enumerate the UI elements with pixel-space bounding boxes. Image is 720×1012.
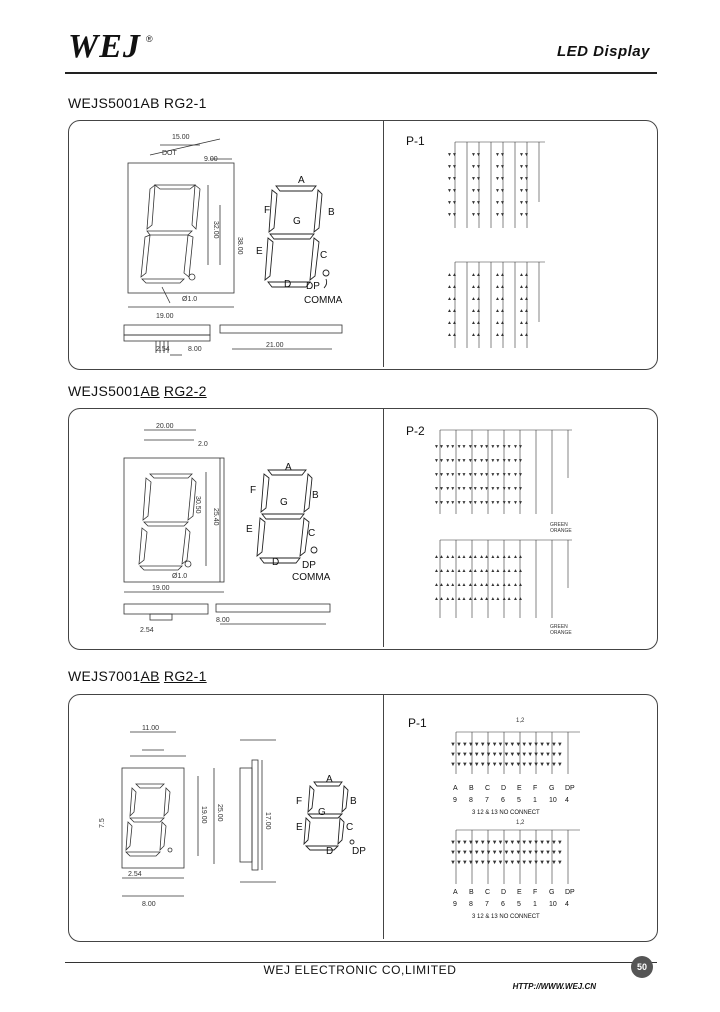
s2-dim-width: 20.00 bbox=[156, 423, 174, 430]
s3-dim-pitch: 8.00 bbox=[142, 901, 156, 908]
s2-seg-e: E bbox=[246, 524, 253, 535]
svg-text:▲▲: ▲▲ bbox=[495, 296, 505, 302]
svg-text:▼▼: ▼▼ bbox=[447, 152, 457, 158]
s3-row-b-pin-6: 10 bbox=[549, 901, 557, 908]
s3-row-b-seg-0: A bbox=[453, 889, 458, 896]
s3-dim-width: 11.00 bbox=[142, 725, 159, 732]
s2-color-orange-b: ORANGE bbox=[550, 630, 572, 636]
svg-text:▲▲ ▲▲ ▲▲ ▲▲ ▲▲ ▲▲ ▲▲ ▲▲: ▲▲ ▲▲ ▲▲ ▲▲ ▲▲ ▲▲ ▲▲ ▲▲ bbox=[434, 582, 523, 588]
svg-text:▼▼▼▼▼▼▼▼▼▼▼▼▼▼▼▼▼▼▼: ▼▼▼▼▼▼▼▼▼▼▼▼▼▼▼▼▼▼▼ bbox=[450, 742, 563, 748]
section-1-mid: AB bbox=[140, 95, 160, 111]
s3-dim-height: 25.00 bbox=[216, 804, 223, 822]
s1-seg-e: E bbox=[256, 246, 263, 257]
s2-circuit-schematic bbox=[432, 418, 612, 640]
s2-seg-a: A bbox=[285, 462, 292, 473]
svg-text:▼▼: ▼▼ bbox=[471, 164, 481, 170]
s2-color-green-a: GREEN bbox=[550, 522, 568, 528]
s1-seg-a: A bbox=[298, 175, 305, 186]
s3-seg-c: C bbox=[346, 822, 354, 833]
s1-dim-pin: Ø1.0 bbox=[182, 296, 198, 303]
svg-text:▲▲: ▲▲ bbox=[495, 284, 505, 290]
section-2-segment-diagram bbox=[240, 460, 340, 580]
s3-row-a-pin-6: 10 bbox=[549, 797, 557, 804]
s3-row-a-seg-2: C bbox=[485, 785, 491, 792]
s3-seg-d: D bbox=[326, 846, 334, 857]
s3-seg-e: E bbox=[296, 822, 303, 833]
svg-text:▼▼ ▼▼ ▼▼ ▼▼ ▼▼ ▼▼ ▼▼ ▼▼: ▼▼ ▼▼ ▼▼ ▼▼ ▼▼ ▼▼ ▼▼ ▼▼ bbox=[434, 486, 523, 492]
s1-comma-label: COMMA bbox=[304, 295, 343, 306]
page-title: LED Display bbox=[556, 43, 650, 60]
svg-text:▲▲: ▲▲ bbox=[495, 332, 505, 338]
svg-text:▲▲: ▲▲ bbox=[447, 272, 457, 278]
s3-row-a-pin-3: 6 bbox=[501, 797, 505, 804]
s2-dim-height: 25.40 bbox=[212, 508, 219, 526]
s1-pin-diagram-label: P-1 bbox=[406, 134, 425, 148]
section-2-mid: AB bbox=[140, 383, 160, 399]
svg-text:▼▼▼▼▼▼▼▼▼▼▼▼▼▼▼▼▼▼▼: ▼▼▼▼▼▼▼▼▼▼▼▼▼▼▼▼▼▼▼ bbox=[450, 840, 563, 846]
s3-row-a-seg-4: E bbox=[517, 785, 522, 792]
section-3-code: RG2-1 bbox=[163, 668, 207, 684]
s1-seg-f: F bbox=[264, 205, 271, 216]
s3-seg-a: A bbox=[326, 774, 333, 785]
s3-dim-side: 17.00 bbox=[264, 812, 271, 830]
s2-comma-label: COMMA bbox=[292, 572, 331, 583]
svg-text:▲▲: ▲▲ bbox=[495, 272, 505, 278]
s2-dim-2: 2.0 bbox=[198, 441, 208, 448]
s3-row-b-seg-1: B bbox=[469, 889, 474, 896]
svg-text:▲▲: ▲▲ bbox=[447, 332, 457, 338]
s3-note-b: 3 12 & 13 NO CONNECT bbox=[472, 914, 540, 920]
svg-text:▼▼: ▼▼ bbox=[495, 200, 505, 206]
svg-text:▲▲ ▲▲ ▲▲ ▲▲ ▲▲ ▲▲ ▲▲ ▲▲: ▲▲ ▲▲ ▲▲ ▲▲ ▲▲ ▲▲ ▲▲ ▲▲ bbox=[434, 596, 523, 602]
s3-seg-dp: DP bbox=[352, 846, 366, 857]
s2-seg-b: B bbox=[312, 490, 319, 501]
svg-text:▼▼: ▼▼ bbox=[495, 176, 505, 182]
s3-row-a-seg-5: F bbox=[533, 785, 538, 792]
s3-row-a-pin-1: 8 bbox=[469, 797, 473, 804]
s3-pin-diagram-label: P-1 bbox=[408, 716, 427, 730]
s2-seg-d: D bbox=[272, 557, 280, 568]
s1-circuit-schematic bbox=[445, 132, 585, 360]
s1-seg-dp: DP bbox=[306, 281, 320, 292]
svg-text:▲▲: ▲▲ bbox=[519, 296, 529, 302]
svg-text:▲▲: ▲▲ bbox=[447, 308, 457, 314]
section-2-title bbox=[68, 383, 207, 399]
s2-dim-pin: Ø1.0 bbox=[172, 573, 188, 580]
s3-row-a-pin-7: 4 bbox=[565, 797, 569, 804]
s1-dim-dot: DOT bbox=[162, 150, 177, 157]
s3-row-b-seg-6: G bbox=[549, 889, 555, 896]
svg-text:▼▼: ▼▼ bbox=[519, 212, 529, 218]
s2-seg-f: F bbox=[250, 485, 257, 496]
s3-dim-digit: 19.00 bbox=[200, 806, 207, 824]
s3-note-a: 3 12 & 13 NO CONNECT bbox=[472, 810, 540, 816]
svg-text:▼▼ ▼▼ ▼▼ ▼▼ ▼▼ ▼▼ ▼▼ ▼▼: ▼▼ ▼▼ ▼▼ ▼▼ ▼▼ ▼▼ ▼▼ ▼▼ bbox=[434, 444, 523, 450]
page-number-badge: 50 bbox=[631, 956, 653, 978]
section-2-code: RG2-2 bbox=[163, 383, 207, 399]
section-1-title bbox=[68, 95, 207, 111]
s2-dim-digit: 30.50 bbox=[194, 496, 201, 514]
svg-text:▼▼: ▼▼ bbox=[519, 176, 529, 182]
svg-text:▲▲: ▲▲ bbox=[471, 332, 481, 338]
s3-row-b-pin-2: 7 bbox=[485, 901, 489, 908]
svg-text:▼▼: ▼▼ bbox=[471, 200, 481, 206]
svg-text:▲▲: ▲▲ bbox=[447, 320, 457, 326]
svg-text:▲▲: ▲▲ bbox=[519, 332, 529, 338]
section-3-dimension-drawing bbox=[90, 716, 290, 914]
s3-dim-254: 2.54 bbox=[128, 871, 142, 878]
s2-color-green-b: GREEN bbox=[550, 624, 568, 630]
s3-dim-75: 7.5 bbox=[99, 818, 106, 828]
s3-row-a-seg-6: G bbox=[549, 785, 555, 792]
svg-text:▼▼▼▼▼▼▼▼▼▼▼▼▼▼▼▼▼▼▼: ▼▼▼▼▼▼▼▼▼▼▼▼▼▼▼▼▼▼▼ bbox=[450, 850, 563, 856]
s1-dim-254: 2.54 bbox=[156, 346, 170, 353]
section-3-mid: AB bbox=[140, 668, 160, 684]
s3-common-b: 1,2 bbox=[516, 820, 525, 826]
s3-row-a-seg-7: DP bbox=[565, 785, 575, 792]
svg-text:▼▼: ▼▼ bbox=[495, 164, 505, 170]
s3-row-b-seg-3: D bbox=[501, 889, 507, 896]
section-3-divider bbox=[383, 695, 384, 939]
svg-text:▼▼: ▼▼ bbox=[471, 152, 481, 158]
s1-seg-b: B bbox=[328, 207, 335, 218]
svg-text:▼▼ ▼▼ ▼▼ ▼▼ ▼▼ ▼▼ ▼▼ ▼▼: ▼▼ ▼▼ ▼▼ ▼▼ ▼▼ ▼▼ ▼▼ ▼▼ bbox=[434, 458, 523, 464]
svg-text:▼▼: ▼▼ bbox=[495, 188, 505, 194]
svg-text:▼▼: ▼▼ bbox=[471, 188, 481, 194]
s1-dim-width: 15.00 bbox=[172, 134, 190, 141]
svg-text:▼▼: ▼▼ bbox=[471, 212, 481, 218]
svg-text:▲▲: ▲▲ bbox=[471, 320, 481, 326]
section-1-model: WEJS5001 bbox=[68, 95, 141, 111]
svg-text:▼▼: ▼▼ bbox=[519, 152, 529, 158]
s1-dim-pitch: 19.00 bbox=[156, 313, 174, 320]
svg-text:▲▲: ▲▲ bbox=[495, 320, 505, 326]
s3-row-a-pin-5: 1 bbox=[533, 797, 537, 804]
s2-color-orange-a: ORANGE bbox=[550, 528, 572, 534]
svg-text:▼▼: ▼▼ bbox=[519, 200, 529, 206]
s3-common-a: 1,2 bbox=[516, 718, 525, 724]
svg-text:▼▼: ▼▼ bbox=[519, 188, 529, 194]
svg-text:▼▼▼▼▼▼▼▼▼▼▼▼▼▼▼▼▼▼▼: ▼▼▼▼▼▼▼▼▼▼▼▼▼▼▼▼▼▼▼ bbox=[450, 860, 563, 866]
svg-text:▼▼: ▼▼ bbox=[519, 164, 529, 170]
s2-seg-c: C bbox=[308, 528, 316, 539]
s1-seg-c: C bbox=[320, 250, 328, 261]
s3-row-a-pin-2: 7 bbox=[485, 797, 489, 804]
s3-row-b-seg-7: DP bbox=[565, 889, 575, 896]
s2-dim-pitch: 19.00 bbox=[152, 585, 170, 592]
company-logo: WEJ bbox=[68, 28, 141, 65]
s2-pin-diagram-label: P-2 bbox=[406, 424, 425, 438]
s3-row-a-seg-1: B bbox=[469, 785, 474, 792]
section-1-code: RG2-1 bbox=[163, 95, 207, 111]
s1-dim-side: 21.00 bbox=[266, 342, 284, 349]
svg-text:▲▲: ▲▲ bbox=[519, 272, 529, 278]
svg-text:▼▼: ▼▼ bbox=[447, 188, 457, 194]
footer-url[interactable]: HTTP://WWW.WEJ.CN bbox=[512, 982, 596, 991]
s3-row-b-pin-4: 5 bbox=[517, 901, 521, 908]
svg-text:▼▼ ▼▼ ▼▼ ▼▼ ▼▼ ▼▼ ▼▼ ▼▼: ▼▼ ▼▼ ▼▼ ▼▼ ▼▼ ▼▼ ▼▼ ▼▼ bbox=[434, 500, 523, 506]
svg-text:▼▼: ▼▼ bbox=[495, 212, 505, 218]
svg-text:▲▲: ▲▲ bbox=[471, 284, 481, 290]
svg-text:▲▲: ▲▲ bbox=[447, 284, 457, 290]
s3-seg-g: G bbox=[318, 807, 326, 818]
s1-dim-digit: 32.00 bbox=[212, 221, 219, 239]
s1-dim-height: 38.00 bbox=[236, 237, 243, 255]
svg-text:▼▼: ▼▼ bbox=[447, 212, 457, 218]
registered-mark: ® bbox=[146, 34, 153, 44]
section-3-title bbox=[68, 668, 207, 684]
svg-text:▼▼: ▼▼ bbox=[447, 200, 457, 206]
footer-company: WEJ ELECTRONIC CO,LIMITED bbox=[263, 963, 457, 977]
svg-text:▼▼▼▼▼▼▼▼▼▼▼▼▼▼▼▼▼▼▼: ▼▼▼▼▼▼▼▼▼▼▼▼▼▼▼▼▼▼▼ bbox=[450, 752, 563, 758]
svg-text:▼▼ ▼▼ ▼▼ ▼▼ ▼▼ ▼▼ ▼▼ ▼▼: ▼▼ ▼▼ ▼▼ ▼▼ ▼▼ ▼▼ ▼▼ ▼▼ bbox=[434, 472, 523, 478]
s2-seg-g: G bbox=[280, 497, 288, 508]
s3-row-a-seg-0: A bbox=[453, 785, 458, 792]
s1-seg-g: G bbox=[293, 216, 301, 227]
s2-dim-depth: 8.00 bbox=[216, 617, 230, 624]
section-1-divider bbox=[383, 121, 384, 367]
s3-row-b-pin-0: 9 bbox=[453, 901, 457, 908]
s3-row-b-pin-1: 8 bbox=[469, 901, 473, 908]
svg-text:▲▲ ▲▲ ▲▲ ▲▲ ▲▲ ▲▲ ▲▲ ▲▲: ▲▲ ▲▲ ▲▲ ▲▲ ▲▲ ▲▲ ▲▲ ▲▲ bbox=[434, 554, 523, 560]
s3-row-b-seg-5: F bbox=[533, 889, 538, 896]
s2-seg-dp: DP bbox=[302, 560, 316, 571]
svg-text:▼▼: ▼▼ bbox=[471, 176, 481, 182]
s1-dim-9: 9.00 bbox=[204, 156, 218, 163]
s1-dim-depth: 8.00 bbox=[188, 346, 202, 353]
svg-text:▲▲: ▲▲ bbox=[447, 296, 457, 302]
s2-dim-254: 2.54 bbox=[140, 627, 154, 634]
s3-seg-f: F bbox=[296, 796, 303, 807]
s3-row-a-seg-3: D bbox=[501, 785, 507, 792]
svg-text:▲▲ ▲▲ ▲▲ ▲▲ ▲▲ ▲▲ ▲▲ ▲▲: ▲▲ ▲▲ ▲▲ ▲▲ ▲▲ ▲▲ ▲▲ ▲▲ bbox=[434, 568, 523, 574]
svg-text:▼▼: ▼▼ bbox=[495, 152, 505, 158]
s3-row-a-pin-4: 5 bbox=[517, 797, 521, 804]
svg-text:▼▼: ▼▼ bbox=[447, 176, 457, 182]
svg-text:▲▲: ▲▲ bbox=[471, 296, 481, 302]
s3-row-a-pin-0: 9 bbox=[453, 797, 457, 804]
s3-circuit-schematic bbox=[446, 712, 596, 926]
s3-seg-b: B bbox=[350, 796, 357, 807]
svg-text:▲▲: ▲▲ bbox=[519, 320, 529, 326]
s3-row-b-pin-3: 6 bbox=[501, 901, 505, 908]
svg-text:▲▲: ▲▲ bbox=[519, 308, 529, 314]
s3-row-b-seg-4: E bbox=[517, 889, 522, 896]
svg-text:▲▲: ▲▲ bbox=[471, 308, 481, 314]
svg-text:▼▼: ▼▼ bbox=[447, 164, 457, 170]
section-1-segment-diagram bbox=[248, 172, 358, 312]
s3-row-b-seg-2: C bbox=[485, 889, 491, 896]
svg-text:▲▲: ▲▲ bbox=[471, 272, 481, 278]
s3-row-b-pin-5: 1 bbox=[533, 901, 537, 908]
header-rule bbox=[65, 72, 657, 74]
svg-text:▼▼▼▼▼▼▼▼▼▼▼▼▼▼▼▼▼▼▼: ▼▼▼▼▼▼▼▼▼▼▼▼▼▼▼▼▼▼▼ bbox=[450, 762, 563, 768]
section-3-model: WEJS7001 bbox=[68, 668, 141, 684]
svg-text:▲▲: ▲▲ bbox=[519, 284, 529, 290]
svg-text:▲▲: ▲▲ bbox=[495, 308, 505, 314]
section-2-divider bbox=[383, 409, 384, 647]
s1-seg-d: D bbox=[284, 279, 292, 290]
section-2-model: WEJS5001 bbox=[68, 383, 141, 399]
s3-row-b-pin-7: 4 bbox=[565, 901, 569, 908]
